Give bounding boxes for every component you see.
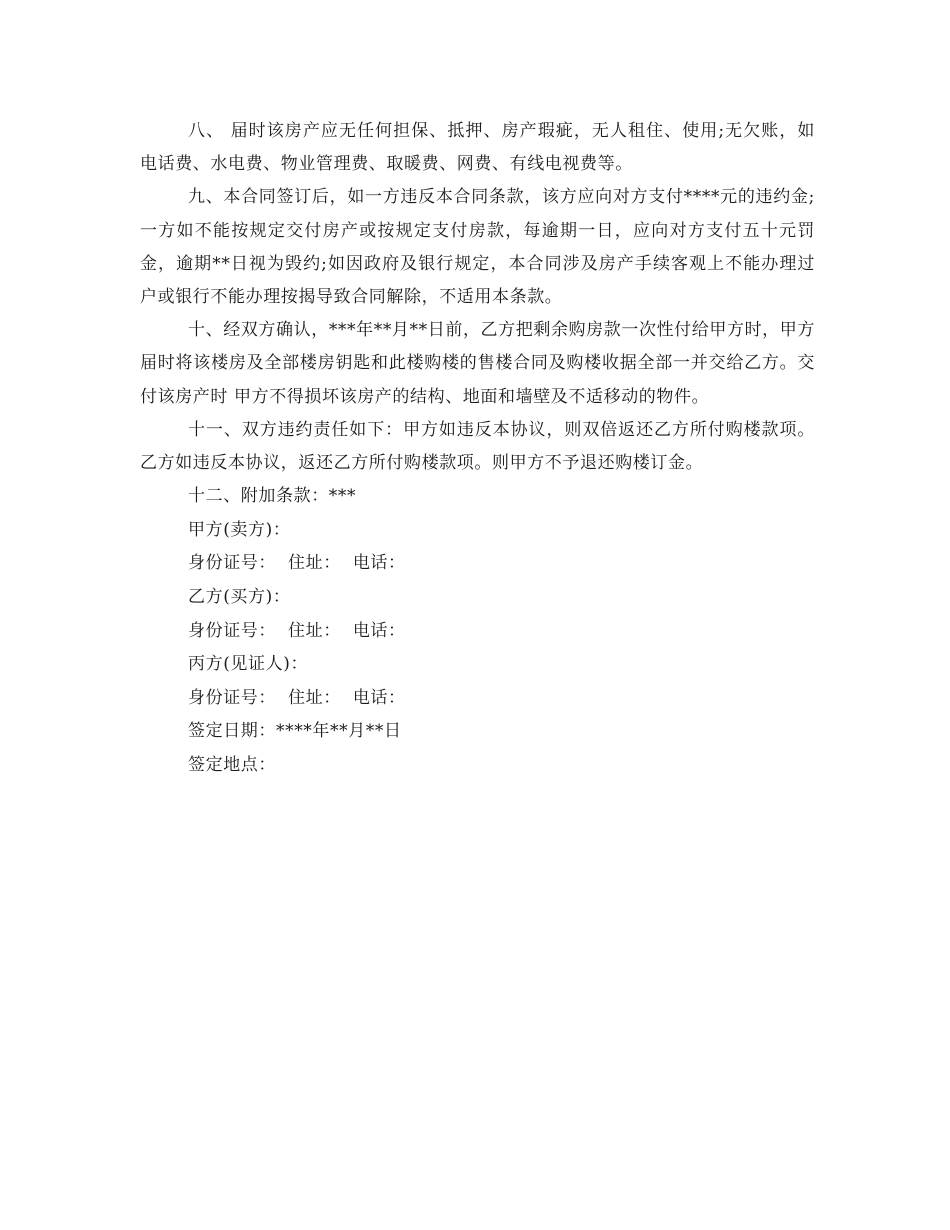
party-b-info: 身份证号： 住址： 电话： [188,620,406,641]
party-c-label: 丙方(见证人)： [188,654,309,675]
party-c-info: 身份证号： 住址： 电话： [188,687,406,708]
clause-11: 十一、双方违约责任如下：甲方如违反本协议，则双倍返还乙方所付购楼款项。乙方如违反本协议，返还乙方所付购楼款项。则甲方不予退还购楼订金。 [140,419,815,474]
contract-page [140,115,815,783]
sign-place: 签定地点： [188,754,276,775]
clause-12: 十二、附加条款：*** [188,486,357,507]
clause-8: 八、 届时该房产应无任何担保、抵押、房产瑕疵，无人租住、使用;无欠账，如电话费、水电费、物业管理费、取暖费、网费、有线电视费等。 [140,121,815,175]
party-a-info: 身份证号： 住址： 电话： [188,553,406,574]
party-a-label: 甲方(卖方)： [188,519,291,540]
party-b-label: 乙方(买方)： [188,587,291,608]
sign-date: 签定日期：****年**月**日 [188,721,402,742]
clause-9: 九、本合同签订后，如一方违反本合同条款，该方应向对方支付****元的违约金;一方如不能按规定交付房产或按规定支付房款，每逾期一日，应向对方支付五十元罚金，逾期**日视为毁约;如因政府及银行规定，本合同涉及房产手续客观上不能办理过户或银行不能办理按揭导致合同解除，不适用本条款。 [140,187,815,308]
clause-10: 十、经双方确认，***年**月**日前，乙方把剩余购房款一次性付给甲方时，甲方届时将该楼房及全部楼房钥匙和此楼购楼的售楼合同及购楼收据全部一并交给乙方。交付该房产时 甲方不得损坏该房产的结构、地面和墙壁及不适移动的物件。 [140,320,815,407]
